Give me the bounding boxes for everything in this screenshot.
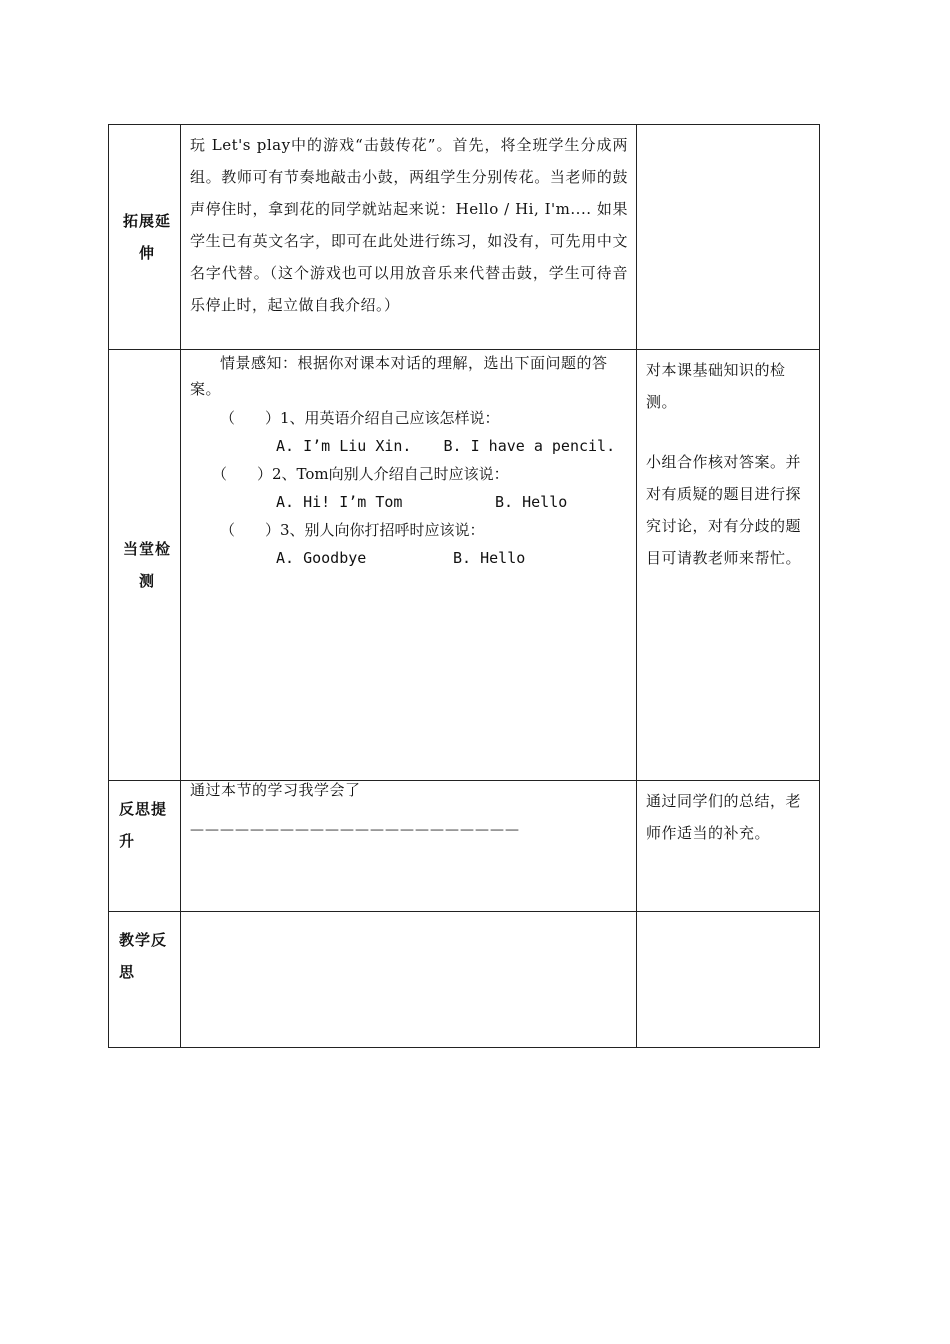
table-row-reflection (109, 781, 819, 912)
row-label: 当堂检测 (122, 540, 171, 590)
row-label-cell (109, 781, 181, 911)
notes-cell (637, 912, 819, 1047)
activity-cell (181, 912, 637, 1047)
notes-cell (637, 350, 819, 780)
answer-blank-line: —————————————————————— (190, 822, 520, 838)
activity-cell (181, 125, 637, 349)
option-a: A. Hi! I’m Tom (276, 493, 403, 511)
notes-text-2: 小组合作核对答案。并对有质疑的题目进行探究讨论，对有分歧的题目可请教老师来帮忙。 (646, 453, 802, 567)
activity-text (181, 912, 636, 916)
question-2: （ ）2、Tom向别人介绍自己时应该说： (212, 465, 509, 483)
activity-text: 玩 Let's play中的游戏“击鼓传花”。首先，将全班学生分成两组。教师可有节奏地敲击小鼓，两组学生分别传花。当老师的鼓声停住时，拿到花的同学就站起来说：Hello / Hi, I'm.... 如果学生已有英文名字，即可在此处进行练习，如没有，可先用中文名字代替。（这个游戏也可以用放音乐来代替击鼓，学生可待音乐停止时，起立做自我介绍。） (190, 136, 628, 314)
reflection-prompt: 通过本节的学习我学会了 (190, 781, 361, 799)
option-b: B. Hello (453, 549, 526, 567)
activity-cell (181, 350, 637, 780)
table-row-extension (109, 125, 819, 350)
option-b: B. I have a pencil. (443, 437, 616, 455)
question-1-options (190, 432, 628, 460)
notes-text-1: 对本课基础知识的检测。 (646, 361, 786, 411)
lesson-plan-table (108, 124, 820, 1048)
row-label: 拓展延伸 (122, 212, 171, 262)
row-label: 教学反思 (119, 931, 168, 981)
option-a: A. Goodbye (276, 549, 367, 567)
question-1: （ ）1、用英语介绍自己应该怎样说： (220, 409, 500, 427)
question-3: （ ）3、别人向你打招呼时应该说： (220, 521, 485, 539)
question-2-options (190, 488, 628, 516)
question-3-options (190, 544, 628, 572)
activity-cell (181, 781, 637, 911)
row-label: 反思提升 (119, 800, 168, 850)
option-a: A. I’m Liu Xin. (276, 437, 412, 455)
table-row-teaching-reflection (109, 912, 819, 1047)
option-b: B. Hello (495, 493, 568, 511)
notes-text: 通过同学们的总结，老师作适当的补充。 (646, 792, 802, 842)
notes-text (637, 125, 819, 129)
row-label-cell (109, 912, 181, 1047)
notes-cell (637, 781, 819, 911)
row-label-cell (109, 125, 181, 349)
row-label-cell (109, 350, 181, 780)
notes-text (637, 912, 819, 916)
table-row-check (109, 350, 819, 781)
quiz-intro: 情景感知：根据你对课本对话的理解，选出下面问题的答案。 (190, 354, 608, 398)
notes-cell (637, 125, 819, 349)
